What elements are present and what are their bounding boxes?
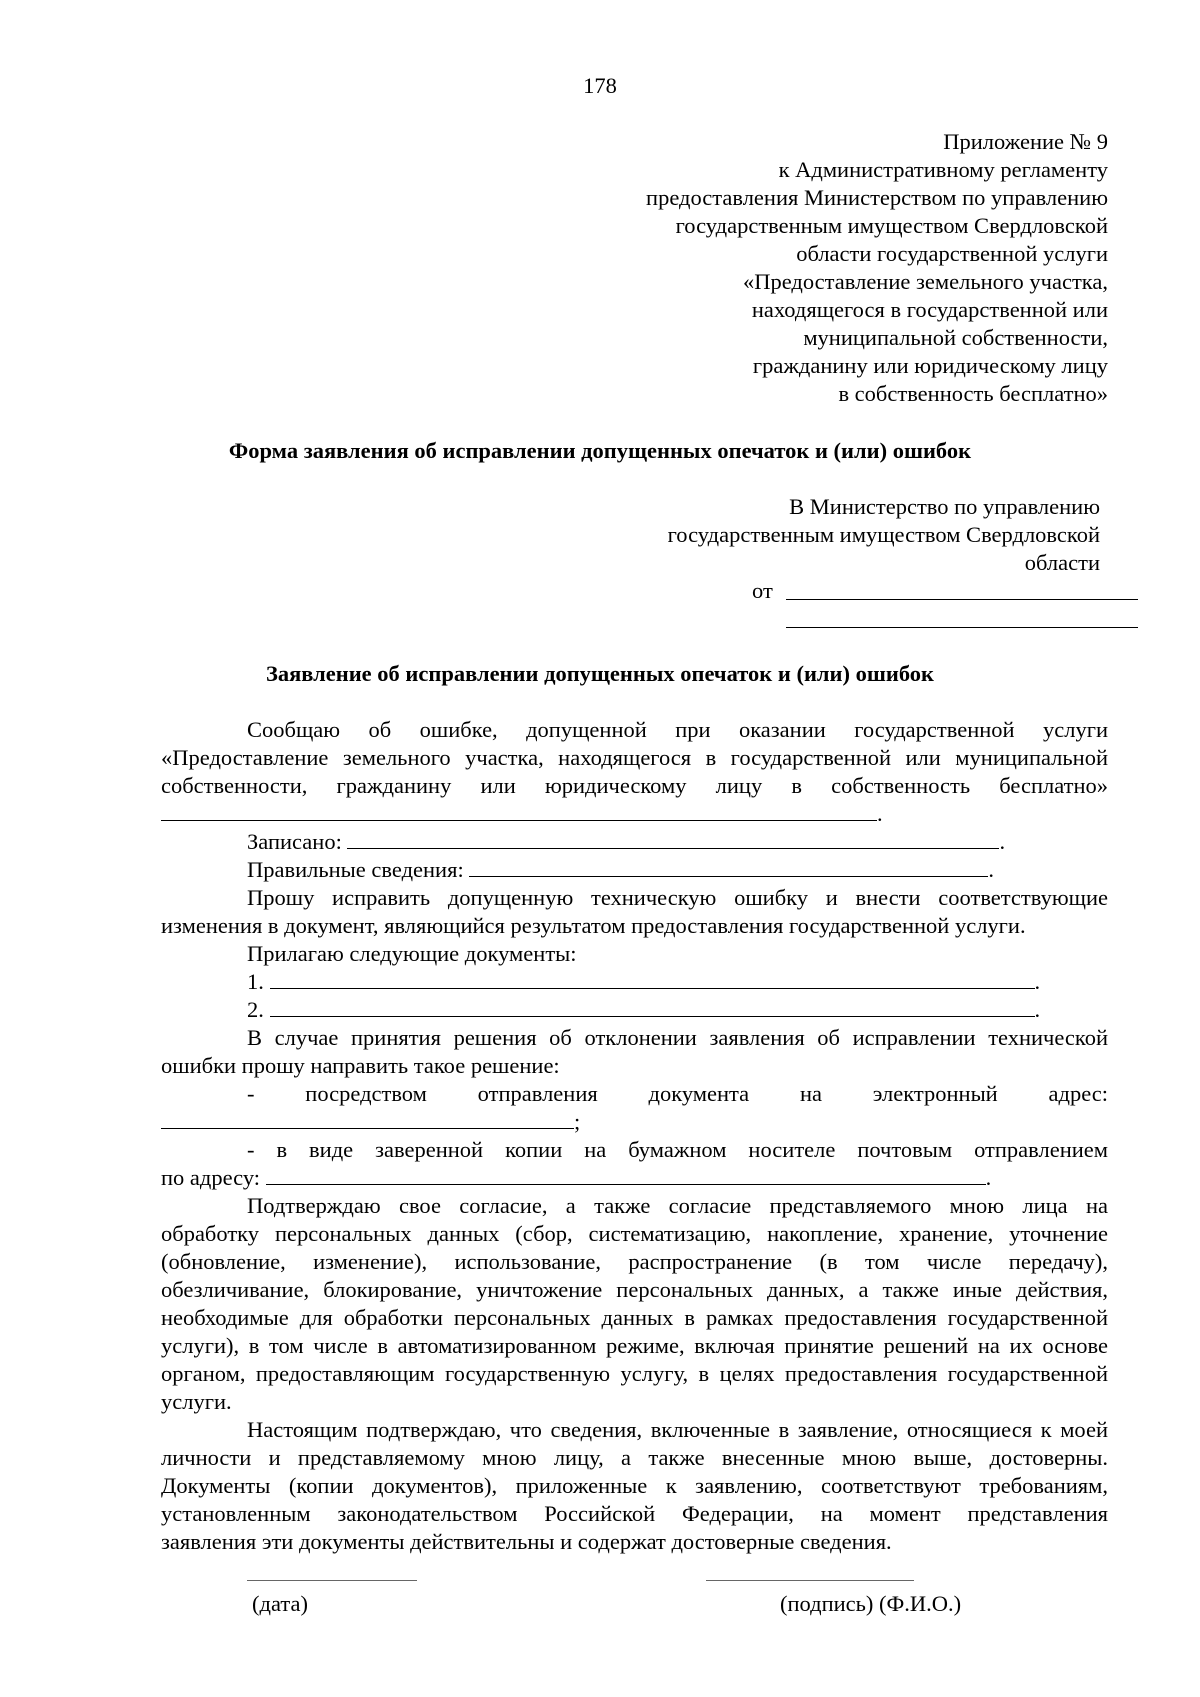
email-field[interactable] (161, 1108, 574, 1129)
p1-line: собственности, гражданину или юридическому лицу в собственность бесплатно» (161, 773, 1108, 798)
appendix-line: муниципальной собственности, (803, 325, 1108, 350)
p1-line: «Предоставление земельного участка, находящегося в государственной или муниципальной (161, 745, 1108, 770)
appendix-line: предоставления Министерством по управлению (646, 185, 1108, 210)
p5-line: Документы (копии документов), приложенные к заявлению, соответствуют требованиям, (161, 1473, 1108, 1498)
option-post: - в виде заверенной копии на бумажном носителе почтовым отправлением (247, 1137, 1108, 1162)
appendix-line: Приложение № 9 (943, 129, 1108, 154)
option-email: - посредством отправления документа на электронный адрес: (247, 1081, 1108, 1106)
post-address-label: по адресу: (161, 1165, 261, 1190)
from-field-line[interactable] (786, 599, 1138, 600)
p4-line: обработку персональных данных (сбор, систематизацию, накопление, хранение, уточнение (161, 1221, 1108, 1246)
date-caption: (дата) (252, 1591, 308, 1616)
post-address-field[interactable] (266, 1164, 986, 1185)
attach-item-1: 1. . (247, 969, 1041, 994)
email-field-row: ; (161, 1108, 580, 1136)
p5-line: установленным законодательством Российской Федерации, на момент представления (161, 1501, 1108, 1526)
page-number: 178 (583, 73, 617, 98)
post-address-row: по адресу: . (161, 1165, 992, 1190)
attach-label: Прилагаю следующие документы: (247, 941, 577, 966)
date-line[interactable] (247, 1580, 417, 1581)
p3-line: ошибки прошу направить такое решение: (161, 1053, 560, 1078)
p4-line: услуги. (161, 1389, 232, 1414)
p4-line: услуги), в том числе в автоматизированном режиме, включая принятие решений на их основе (161, 1333, 1108, 1358)
p4-line: обезличивание, блокирование, уничтожение персональных данных, а также иные действия, (161, 1277, 1108, 1302)
signature-line[interactable] (706, 1580, 914, 1581)
correct-label: Правильные сведения: (247, 857, 464, 882)
attach-field-2[interactable] (270, 996, 1035, 1017)
p2-line: изменения в документ, являющийся результатом предоставления государственной услуги. (161, 913, 1026, 938)
appendix-line: к Административному регламенту (778, 157, 1108, 182)
p2-line: Прошу исправить допущенную техническую ошибку и внести соответствующие (247, 885, 1108, 910)
attach-field-1[interactable] (270, 968, 1035, 989)
form-title: Форма заявления об исправлении допущенных опечаток и (или) ошибок (228, 438, 972, 463)
correct-row: Правильные сведения: . (247, 857, 994, 882)
appendix-line: в собственность бесплатно» (838, 381, 1108, 406)
p5-line: Настоящим подтверждаю, что сведения, включенные в заявление, относящиеся к моей (247, 1417, 1108, 1442)
addressee-line: области (1024, 550, 1100, 575)
p4-line: необходимые для обработки персональных данных в рамках предоставления государственной (161, 1305, 1108, 1330)
p5-line: заявления эти документы действительны и содержат достоверные сведения. (161, 1529, 892, 1554)
appendix-line: находящегося в государственной или (751, 297, 1108, 322)
p4-line: органом, предоставляющим государственную услугу, в целях предоставления государственной (161, 1361, 1108, 1386)
correct-field[interactable] (469, 856, 988, 877)
p5-line: личности и представляемому мною лицу, а также внесенные мною выше, достоверны. (161, 1445, 1108, 1470)
written-field[interactable] (347, 828, 999, 849)
blank-line[interactable] (161, 800, 877, 821)
appendix-line: государственным имуществом Свердловской (675, 213, 1108, 238)
appendix-line: «Предоставление земельного участка, (742, 269, 1108, 294)
written-row: Записано: . (247, 829, 1006, 854)
statement-title: Заявление об исправлении допущенных опечаток и (или) ошибок (265, 661, 934, 686)
appendix-line: области государственной услуги (796, 241, 1108, 266)
signature-caption: (подпись) (Ф.И.О.) (780, 1591, 962, 1616)
appendix-line: гражданину или юридическому лицу (752, 353, 1108, 378)
p4-line: Подтверждаю свое согласие, а также согласие представляемого мною лица на (247, 1193, 1108, 1218)
from-field-line-2[interactable] (786, 627, 1138, 628)
p4-line: (обновление, изменение), использование, распространение (в том числе передачу), (161, 1249, 1108, 1274)
p3-line: В случае принятия решения об отклонении заявления об исправлении технической (247, 1025, 1108, 1050)
written-label: Записано: (247, 829, 342, 854)
addressee-line: В Министерство по управлению (789, 494, 1100, 519)
addressee-line: государственным имуществом Свердловской (667, 522, 1100, 547)
from-label: от (752, 578, 773, 603)
attach-item-2: 2. . (247, 997, 1041, 1022)
p1-line: Сообщаю об ошибке, допущенной при оказании государственной услуги (247, 717, 1108, 742)
error-description-field[interactable]: . (161, 800, 883, 828)
